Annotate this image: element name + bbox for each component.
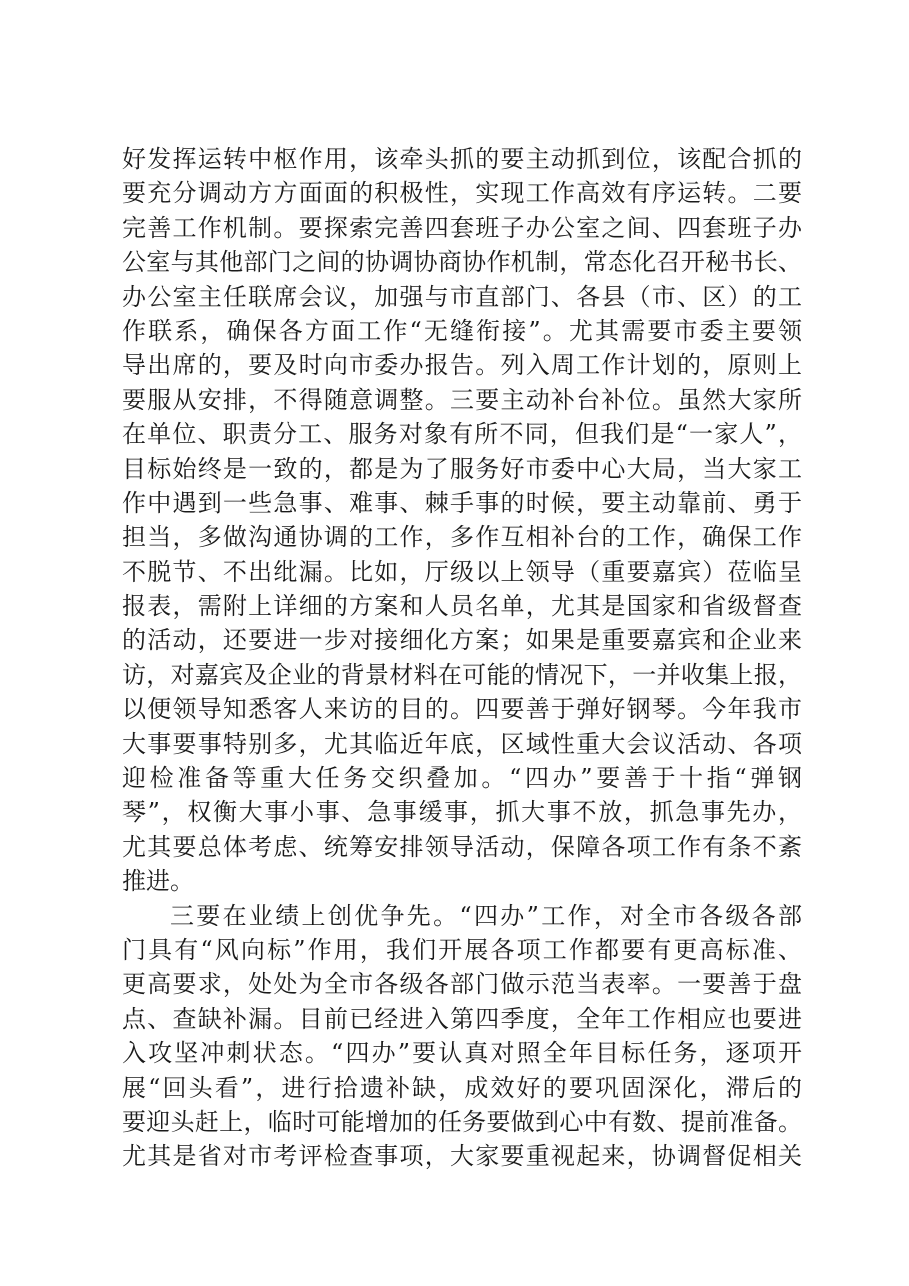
text-line: 好发挥运转中枢作用，该牵头抓的要主动抓到位，该配合抓的 [122, 145, 802, 173]
text-line: 不脱节、不出纰漏。比如，厅级以上领导（重要嘉宾）莅临呈 [122, 557, 802, 586]
text-line: 在单位、职责分工、服务对象有所不同，但我们是“一家人”， [122, 420, 802, 449]
text-line: 要迎头赶上，临时可能增加的任务要做到心中有数、提前准备。 [122, 1107, 802, 1136]
text-line: 办公室主任联席会议，加强与市直部门、各县（市、区）的工 [122, 282, 802, 311]
text-line: 完善工作机制。要探索完善四套班子办公室之间、四套班子办 [122, 213, 802, 242]
text-line: 要服从安排，不得随意调整。三要主动补台补位。虽然大家所 [122, 385, 802, 414]
text-line: 担当，多做沟通协调的工作，多作互相补台的工作，确保工作 [122, 523, 802, 552]
text-line: 导出席的，要及时向市委办报告。列入周工作计划的，原则上 [122, 351, 802, 380]
paragraph-1 [122, 142, 802, 899]
text-line: 以便领导知悉客人来访的目的。四要善于弹好钢琴。今年我市 [122, 695, 802, 724]
text-line: 迎检准备等重大任务交织叠加。“四办”要善于十指“弹钢 [122, 764, 802, 793]
text-line: 作联系，确保各方面工作“无缝衔接”。尤其需要市委主要领 [122, 316, 802, 345]
text-line: 推进。 [122, 867, 194, 896]
text-line: 展“回头看”，进行拾遗补缺，成效好的要巩固深化，滞后的 [122, 1073, 802, 1102]
text-line: 尤其要总体考虑、统筹安排领导活动，保障各项工作有条不紊 [122, 832, 802, 861]
text-line: 门具有“风向标”作用，我们开展各项工作都要有更高标准、 [122, 935, 802, 964]
text-line: 更高要求，处处为全市各级各部门做示范当表率。一要善于盘 [122, 970, 802, 999]
text-line: 报表，需附上详细的方案和人员名单，尤其是国家和省级督查 [122, 592, 802, 621]
text-line: 要充分调动方方面面的积极性，实现工作高效有序运转。二要 [122, 179, 802, 208]
text-line: 大事要事特别多，尤其临近年底，区域性重大会议活动、各项 [122, 729, 802, 758]
text-line: 目标始终是一致的，都是为了服务好市委中心大局，当大家工 [122, 454, 802, 483]
text-line: 尤其是省对市考评检查事项，大家要重视起来，协调督促相关 [122, 1142, 802, 1171]
text-line: 作中遇到一些急事、难事、棘手事的时候，要主动靠前、勇于 [122, 488, 802, 517]
text-line: 点、查缺补漏。目前已经进入第四季度，全年工作相应也要进 [122, 1004, 802, 1033]
text-line: 琴”，权衡大事小事、急事缓事，抓大事不放，抓急事先办， [122, 798, 802, 827]
text-line: 访，对嘉宾及企业的背景材料在可能的情况下，一并收集上报， [122, 660, 802, 689]
paragraph-2 [122, 899, 802, 1174]
text-line: 入攻坚冲刺状态。“四办”要认真对照全年目标任务，逐项开 [122, 1039, 802, 1068]
document-body [122, 142, 802, 1174]
text-line: 的活动，还要进一步对接细化方案；如果是重要嘉宾和企业来 [122, 626, 802, 655]
text-line: 三要在业绩上创优争先。“四办”工作，对全市各级各部 [170, 901, 802, 930]
text-line: 公室与其他部门之间的协调协商协作机制，常态化召开秘书长、 [122, 248, 802, 277]
